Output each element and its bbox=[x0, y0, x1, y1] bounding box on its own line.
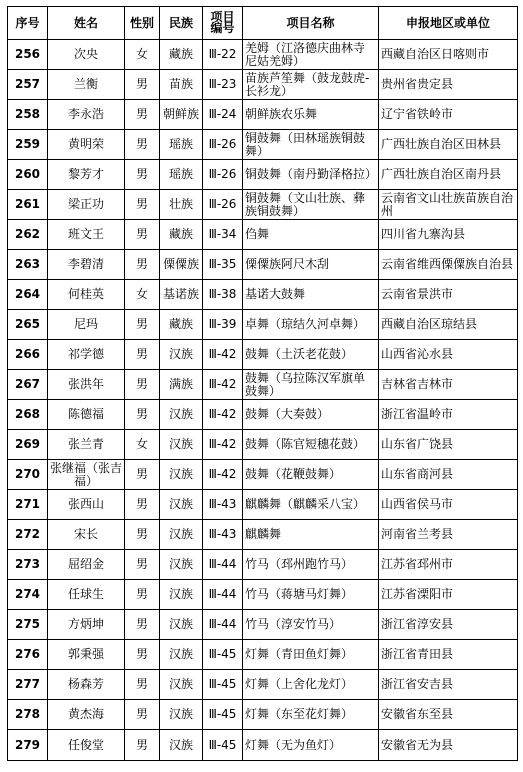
row-code-cell: Ⅲ-39 bbox=[203, 310, 243, 340]
row-region-cell: 云南省文山壮族苗族自治州 bbox=[379, 190, 518, 220]
row-num-cell: 272 bbox=[8, 520, 48, 550]
row-region-cell: 辽宁省铁岭市 bbox=[379, 100, 518, 130]
row-region-cell: 山东省商河县 bbox=[379, 460, 518, 490]
row-region-cell: 贵州省贵定县 bbox=[379, 70, 518, 100]
row-region-cell: 浙江省淳安县 bbox=[379, 610, 518, 640]
row-sex-cell: 男 bbox=[125, 370, 160, 400]
row-project-cell: 竹马（淳安竹马） bbox=[243, 610, 379, 640]
row-region-cell: 浙江省青田县 bbox=[379, 640, 518, 670]
row-project-cell: 竹马（蒋塘马灯舞） bbox=[243, 580, 379, 610]
row-name-cell: 次央 bbox=[48, 40, 125, 70]
table-row bbox=[8, 670, 518, 700]
row-num-cell: 271 bbox=[8, 490, 48, 520]
row-ethnicity-cell: 朝鲜族 bbox=[160, 100, 203, 130]
row-code-cell: Ⅲ-43 bbox=[203, 520, 243, 550]
row-region-cell: 河南省兰考县 bbox=[379, 520, 518, 550]
row-num-cell: 267 bbox=[8, 370, 48, 400]
table-row bbox=[8, 730, 518, 761]
row-name-cell: 张洪年 bbox=[48, 370, 125, 400]
row-sex-cell: 男 bbox=[125, 340, 160, 370]
row-ethnicity-cell: 汉族 bbox=[160, 610, 203, 640]
row-code-cell: Ⅲ-42 bbox=[203, 370, 243, 400]
row-ethnicity-cell: 汉族 bbox=[160, 520, 203, 550]
row-ethnicity-cell: 苗族 bbox=[160, 70, 203, 100]
row-project-cell: 铜鼓舞（文山壮族、彝族铜鼓舞） bbox=[243, 190, 379, 220]
row-project-cell: 苗族芦笙舞（鼓龙鼓虎-长衫龙） bbox=[243, 70, 379, 100]
row-ethnicity-cell: 汉族 bbox=[160, 580, 203, 610]
row-name-cell: 李碧清 bbox=[48, 250, 125, 280]
header-region: 申报地区或单位 bbox=[379, 7, 518, 40]
row-project-cell: 麒麟舞（麒麟采八宝） bbox=[243, 490, 379, 520]
header-row bbox=[8, 7, 518, 40]
row-code-cell: Ⅲ-23 bbox=[203, 70, 243, 100]
row-name-cell: 任俊堂 bbox=[48, 730, 125, 761]
row-code-cell: Ⅲ-42 bbox=[203, 400, 243, 430]
row-sex-cell: 男 bbox=[125, 400, 160, 430]
row-name-cell: 张西山 bbox=[48, 490, 125, 520]
row-project-cell: 麒麟舞 bbox=[243, 520, 379, 550]
row-num-cell: 279 bbox=[8, 730, 48, 761]
row-project-cell: 铜鼓舞（南丹勤泽格拉） bbox=[243, 160, 379, 190]
row-name-cell: 黎芳才 bbox=[48, 160, 125, 190]
table-row bbox=[8, 520, 518, 550]
row-sex-cell: 男 bbox=[125, 490, 160, 520]
row-project-cell: 铜鼓舞（田林瑶族铜鼓舞） bbox=[243, 130, 379, 160]
row-name-cell: 杨森芳 bbox=[48, 670, 125, 700]
table-row bbox=[8, 580, 518, 610]
row-project-cell: 羌姆（江洛德庆曲林寺尼姑羌姆） bbox=[243, 40, 379, 70]
row-name-cell: 兰衡 bbox=[48, 70, 125, 100]
row-name-cell: 黄杰海 bbox=[48, 700, 125, 730]
row-ethnicity-cell: 藏族 bbox=[160, 310, 203, 340]
row-sex-cell: 男 bbox=[125, 550, 160, 580]
row-ethnicity-cell: 基诺族 bbox=[160, 280, 203, 310]
row-region-cell: 广西壮族自治区田林县 bbox=[379, 130, 518, 160]
table-row bbox=[8, 100, 518, 130]
row-name-cell: 屈绍金 bbox=[48, 550, 125, 580]
row-region-cell: 云南省景洪市 bbox=[379, 280, 518, 310]
row-num-cell: 257 bbox=[8, 70, 48, 100]
row-ethnicity-cell: 汉族 bbox=[160, 670, 203, 700]
table-row bbox=[8, 550, 518, 580]
row-num-cell: 259 bbox=[8, 130, 48, 160]
table-row bbox=[8, 190, 518, 220]
row-region-cell: 江苏省溧阳市 bbox=[379, 580, 518, 610]
row-code-cell: Ⅲ-24 bbox=[203, 100, 243, 130]
row-num-cell: 269 bbox=[8, 430, 48, 460]
row-project-cell: 鼓舞（大奏鼓） bbox=[243, 400, 379, 430]
row-region-cell: 西藏自治区琼结县 bbox=[379, 310, 518, 340]
row-code-cell: Ⅲ-38 bbox=[203, 280, 243, 310]
row-project-cell: 㑇舞 bbox=[243, 220, 379, 250]
row-name-cell: 班文王 bbox=[48, 220, 125, 250]
row-region-cell: 山东省广饶县 bbox=[379, 430, 518, 460]
row-num-cell: 273 bbox=[8, 550, 48, 580]
inheritors-table bbox=[7, 6, 518, 761]
row-num-cell: 258 bbox=[8, 100, 48, 130]
row-sex-cell: 男 bbox=[125, 190, 160, 220]
row-region-cell: 吉林省吉林市 bbox=[379, 370, 518, 400]
row-project-cell: 傈僳族阿尺木刮 bbox=[243, 250, 379, 280]
row-ethnicity-cell: 汉族 bbox=[160, 430, 203, 460]
row-ethnicity-cell: 汉族 bbox=[160, 640, 203, 670]
table-row bbox=[8, 250, 518, 280]
row-region-cell: 广西壮族自治区南丹县 bbox=[379, 160, 518, 190]
row-sex-cell: 男 bbox=[125, 100, 160, 130]
row-ethnicity-cell: 满族 bbox=[160, 370, 203, 400]
row-num-cell: 265 bbox=[8, 310, 48, 340]
row-region-cell: 云南省维西傈僳族自治县 bbox=[379, 250, 518, 280]
row-region-cell: 四川省九寨沟县 bbox=[379, 220, 518, 250]
table-row bbox=[8, 40, 518, 70]
table-row bbox=[8, 400, 518, 430]
row-num-cell: 262 bbox=[8, 220, 48, 250]
row-region-cell: 西藏自治区日喀则市 bbox=[379, 40, 518, 70]
table-row bbox=[8, 370, 518, 400]
row-project-cell: 灯舞（东至花灯舞） bbox=[243, 700, 379, 730]
row-sex-cell: 男 bbox=[125, 520, 160, 550]
row-sex-cell: 女 bbox=[125, 40, 160, 70]
row-code-cell: Ⅲ-44 bbox=[203, 550, 243, 580]
row-code-cell: Ⅲ-45 bbox=[203, 730, 243, 761]
row-project-cell: 卓舞（琼结久河卓舞） bbox=[243, 310, 379, 340]
row-name-cell: 张兰青 bbox=[48, 430, 125, 460]
row-region-cell: 山西省侯马市 bbox=[379, 490, 518, 520]
row-name-cell: 方炳坤 bbox=[48, 610, 125, 640]
row-region-cell: 安徽省东至县 bbox=[379, 700, 518, 730]
row-num-cell: 256 bbox=[8, 40, 48, 70]
row-region-cell: 浙江省温岭市 bbox=[379, 400, 518, 430]
row-ethnicity-cell: 汉族 bbox=[160, 550, 203, 580]
row-sex-cell: 男 bbox=[125, 580, 160, 610]
row-num-cell: 261 bbox=[8, 190, 48, 220]
row-name-cell: 陈德福 bbox=[48, 400, 125, 430]
row-name-cell: 任球生 bbox=[48, 580, 125, 610]
header-ethnicity: 民族 bbox=[160, 7, 203, 40]
row-code-cell: Ⅲ-43 bbox=[203, 490, 243, 520]
row-sex-cell: 男 bbox=[125, 670, 160, 700]
row-region-cell: 浙江省安吉县 bbox=[379, 670, 518, 700]
row-num-cell: 264 bbox=[8, 280, 48, 310]
row-ethnicity-cell: 藏族 bbox=[160, 220, 203, 250]
row-project-cell: 灯舞（上舍化龙灯） bbox=[243, 670, 379, 700]
row-project-cell: 基诺大鼓舞 bbox=[243, 280, 379, 310]
row-sex-cell: 男 bbox=[125, 130, 160, 160]
header-num: 序号 bbox=[8, 7, 48, 40]
table-row bbox=[8, 700, 518, 730]
table-row bbox=[8, 490, 518, 520]
table-row bbox=[8, 70, 518, 100]
row-name-cell: 尼玛 bbox=[48, 310, 125, 340]
row-sex-cell: 女 bbox=[125, 430, 160, 460]
row-code-cell: Ⅲ-44 bbox=[203, 610, 243, 640]
table-body bbox=[8, 40, 518, 761]
row-code-cell: Ⅲ-26 bbox=[203, 130, 243, 160]
row-code-cell: Ⅲ-26 bbox=[203, 160, 243, 190]
row-code-cell: Ⅲ-45 bbox=[203, 670, 243, 700]
row-sex-cell: 男 bbox=[125, 250, 160, 280]
row-name-cell: 梁正功 bbox=[48, 190, 125, 220]
row-name-cell: 李永浩 bbox=[48, 100, 125, 130]
row-project-cell: 朝鲜族农乐舞 bbox=[243, 100, 379, 130]
row-num-cell: 263 bbox=[8, 250, 48, 280]
row-ethnicity-cell: 汉族 bbox=[160, 340, 203, 370]
row-num-cell: 274 bbox=[8, 580, 48, 610]
row-num-cell: 278 bbox=[8, 700, 48, 730]
header-name: 姓名 bbox=[48, 7, 125, 40]
row-sex-cell: 男 bbox=[125, 460, 160, 490]
row-code-cell: Ⅲ-22 bbox=[203, 40, 243, 70]
row-num-cell: 275 bbox=[8, 610, 48, 640]
table-row bbox=[8, 430, 518, 460]
row-project-cell: 鼓舞（乌拉陈汉军旗单鼓舞） bbox=[243, 370, 379, 400]
row-name-cell: 张继福（张吉福） bbox=[48, 460, 125, 490]
row-project-cell: 鼓舞（土沃老花鼓） bbox=[243, 340, 379, 370]
row-name-cell: 宋长 bbox=[48, 520, 125, 550]
row-ethnicity-cell: 傈僳族 bbox=[160, 250, 203, 280]
row-region-cell: 江苏省邳州市 bbox=[379, 550, 518, 580]
table-row bbox=[8, 310, 518, 340]
table-row bbox=[8, 460, 518, 490]
row-ethnicity-cell: 汉族 bbox=[160, 400, 203, 430]
row-ethnicity-cell: 汉族 bbox=[160, 490, 203, 520]
row-ethnicity-cell: 瑶族 bbox=[160, 160, 203, 190]
row-num-cell: 268 bbox=[8, 400, 48, 430]
header-project: 项目名称 bbox=[243, 7, 379, 40]
table-header bbox=[8, 7, 518, 40]
row-num-cell: 266 bbox=[8, 340, 48, 370]
row-sex-cell: 男 bbox=[125, 610, 160, 640]
row-project-cell: 灯舞（无为鱼灯） bbox=[243, 730, 379, 761]
row-name-cell: 何桂英 bbox=[48, 280, 125, 310]
row-ethnicity-cell: 藏族 bbox=[160, 40, 203, 70]
row-ethnicity-cell: 瑶族 bbox=[160, 130, 203, 160]
row-name-cell: 黄明荣 bbox=[48, 130, 125, 160]
row-code-cell: Ⅲ-42 bbox=[203, 340, 243, 370]
table-row bbox=[8, 340, 518, 370]
header-code: 项目编号 bbox=[203, 7, 243, 40]
row-project-cell: 灯舞（青田鱼灯舞） bbox=[243, 640, 379, 670]
row-sex-cell: 男 bbox=[125, 160, 160, 190]
row-sex-cell: 男 bbox=[125, 730, 160, 761]
row-code-cell: Ⅲ-34 bbox=[203, 220, 243, 250]
row-ethnicity-cell: 汉族 bbox=[160, 460, 203, 490]
table-row bbox=[8, 280, 518, 310]
row-num-cell: 276 bbox=[8, 640, 48, 670]
row-code-cell: Ⅲ-42 bbox=[203, 460, 243, 490]
row-code-cell: Ⅲ-42 bbox=[203, 430, 243, 460]
table-row bbox=[8, 160, 518, 190]
row-ethnicity-cell: 壮族 bbox=[160, 190, 203, 220]
row-project-cell: 竹马（邳州跑竹马） bbox=[243, 550, 379, 580]
row-code-cell: Ⅲ-44 bbox=[203, 580, 243, 610]
table-row bbox=[8, 220, 518, 250]
header-sex: 性别 bbox=[125, 7, 160, 40]
row-code-cell: Ⅲ-26 bbox=[203, 190, 243, 220]
row-sex-cell: 男 bbox=[125, 700, 160, 730]
row-sex-cell: 男 bbox=[125, 70, 160, 100]
row-sex-cell: 男 bbox=[125, 640, 160, 670]
row-sex-cell: 男 bbox=[125, 220, 160, 250]
row-ethnicity-cell: 汉族 bbox=[160, 730, 203, 761]
row-code-cell: Ⅲ-45 bbox=[203, 700, 243, 730]
row-num-cell: 260 bbox=[8, 160, 48, 190]
row-name-cell: 郭秉强 bbox=[48, 640, 125, 670]
row-project-cell: 鼓舞（花鞭鼓舞） bbox=[243, 460, 379, 490]
row-region-cell: 山西省沁水县 bbox=[379, 340, 518, 370]
table-row bbox=[8, 610, 518, 640]
row-region-cell: 安徽省无为县 bbox=[379, 730, 518, 761]
row-sex-cell: 男 bbox=[125, 310, 160, 340]
row-code-cell: Ⅲ-45 bbox=[203, 640, 243, 670]
row-num-cell: 277 bbox=[8, 670, 48, 700]
table-row bbox=[8, 130, 518, 160]
table-row bbox=[8, 640, 518, 670]
row-project-cell: 鼓舞（陈官短穗花鼓） bbox=[243, 430, 379, 460]
row-code-cell: Ⅲ-35 bbox=[203, 250, 243, 280]
row-name-cell: 祁学德 bbox=[48, 340, 125, 370]
row-ethnicity-cell: 汉族 bbox=[160, 700, 203, 730]
inheritors-table-container bbox=[7, 6, 517, 761]
row-num-cell: 270 bbox=[8, 460, 48, 490]
row-sex-cell: 女 bbox=[125, 280, 160, 310]
